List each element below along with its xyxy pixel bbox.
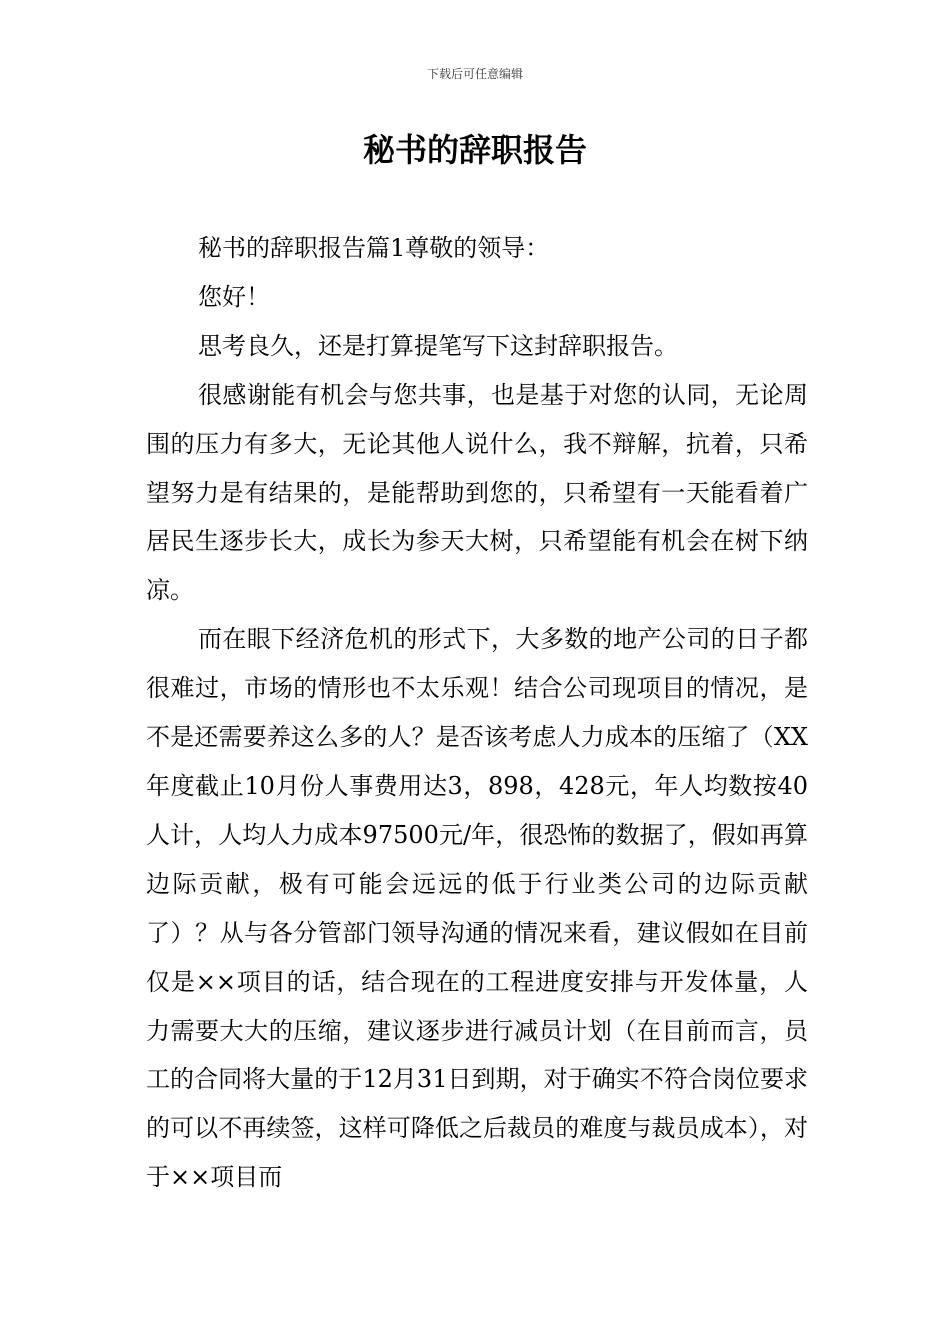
paragraph-analysis: 而在眼下经济危机的形式下，大多数的地产公司的日子都很难过，市场的情形也不太乐观！结合公司现项目的情况，是不是还需要养这么多的人？是否该考虑人力成本的压缩了（XX年度截止10月份人事费用达3，898，428元，年人均数按40人计，人均人力成本97500元/年，很恐怖的数据了，假如再算边际贡献，极有可能会远远的低于行业类公司的边际贡献了）？从与各分管部门领导沟通的情况来看，建议假如在目前仅是××项目的话，结合现在的工程进度安排与开发体量，人力需要大大的压缩，建议逐步进行减员计划（在目前而言，员工的合同将大量的于12月31日到期，对于确实不符合岗位要求的可以不再续签，这样可降低之后裁员的难度与裁员成本），对于××项目而 — [146, 625, 808, 1192]
paragraph-greeting: 您好！ — [198, 282, 270, 311]
paragraph-salutation: 秘书的辞职报告篇1尊敬的领导： — [198, 234, 550, 262]
document-title: 秘书的辞职报告 — [362, 131, 587, 169]
paragraph-gratitude: 很感谢能有机会与您共事，也是基于对您的认同，无论周围的压力有多大，无论其他人说什么，我不辩解，抗着，只希望努力是有结果的，是能帮助到您的，只希望有一天能看着广居民生逐步长大，成长为参天大树，只希望能有机会在树下纳凉。 — [146, 380, 808, 605]
paragraph-intro: 思考良久，还是打算提笔写下这封辞职报告。 — [198, 331, 678, 360]
header-note: 下载后可任意编辑 — [426, 67, 523, 81]
document-body — [146, 224, 808, 1202]
